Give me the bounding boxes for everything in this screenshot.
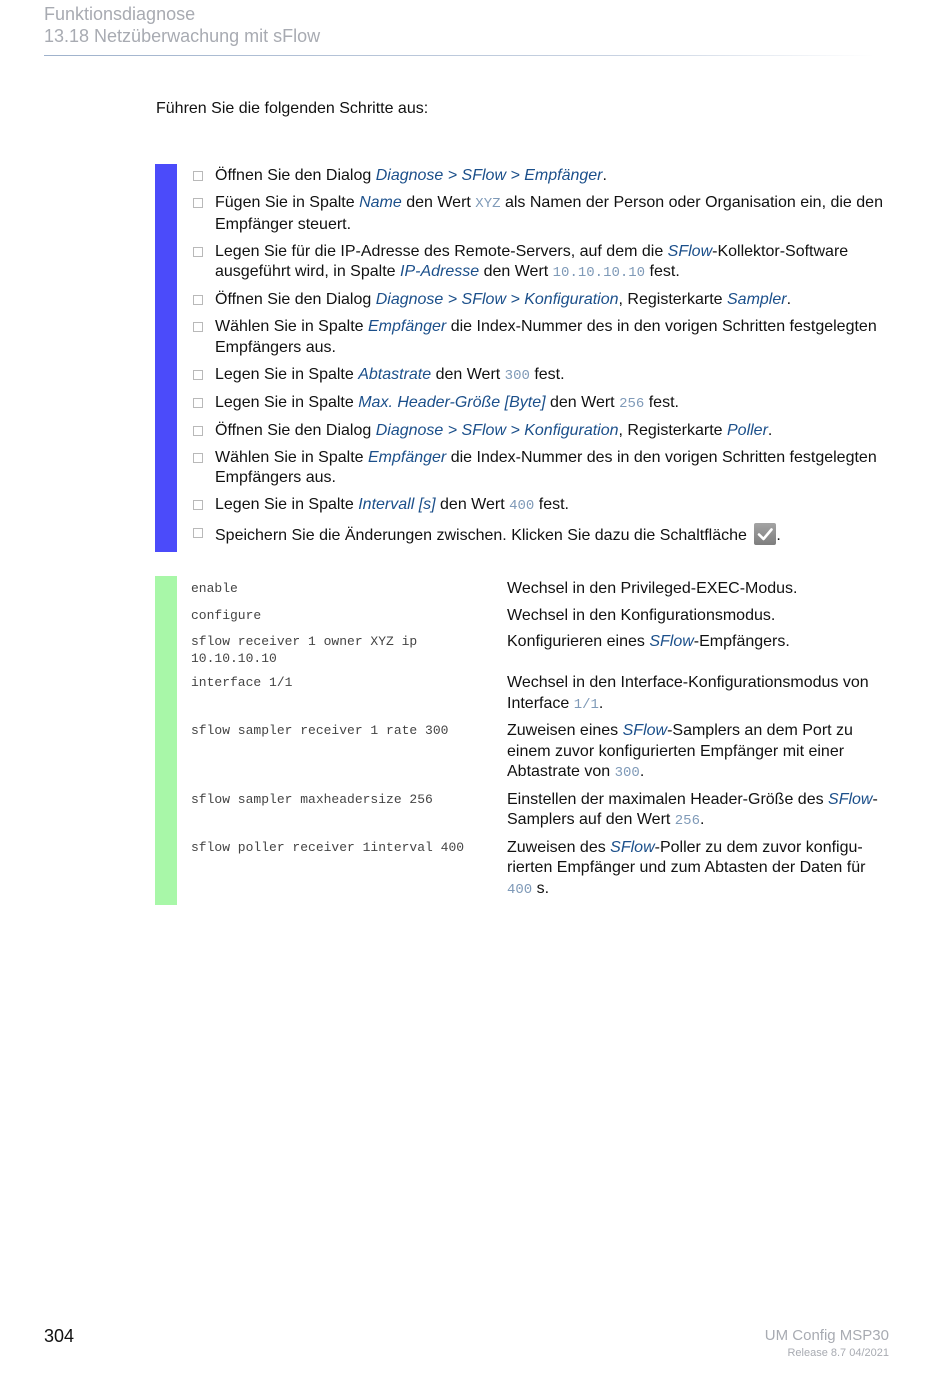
step-text: , Registerkarte [618,291,727,308]
cli-command: enable [191,581,238,596]
cli-row [191,579,891,600]
step-item [192,242,892,284]
step-text: Legen Sie in Spalte [215,496,359,513]
step-list [192,166,892,553]
step-item [192,317,892,358]
step-item [192,421,892,442]
step-text: die Index-Nummer des in den vorigen Schritten festgelegten Empfängers aus. [215,318,877,356]
checkbox-icon[interactable] [193,500,203,510]
description-text: -Samplers an dem Port zu einem zuvor konfigurierten Empfänger mit einer Abtastrate von [507,722,853,780]
checkbox-icon[interactable] [193,370,203,380]
cli-row [191,632,891,667]
step-text: als Namen der Person oder Organisation ein, die den Empfänger steuert. [215,194,883,233]
tab-name: Sampler [727,291,787,308]
step-text: den Wert [545,393,620,411]
step-text: Öffnen Sie den Dialog [215,167,376,184]
step-item [192,393,892,415]
description-text: . [598,694,604,712]
step-text: Speichern Sie die Änderungen zwischen. Klicken Sie dazu die Schaltfläche [215,527,752,544]
intro-text: Führen Sie die folgenden Schritte aus: [156,100,429,117]
tab-name: Poller [727,421,768,439]
value: 256 [674,813,700,829]
step-text: fest. [644,393,679,411]
document-title: UM Config MSP30 [764,1327,889,1344]
description-text: Zuweisen des [507,838,611,856]
cli-description [507,579,891,600]
step-text: den Wert [401,194,476,211]
value: 300 [504,367,530,384]
step-text: Wählen Sie in Spalte [215,318,368,335]
value: 400 [507,881,533,898]
checkbox-icon[interactable] [193,322,203,332]
description-text: -Poller zu dem zuvor konfigurierten Empfänger und zum Abtasten der Daten für [507,838,866,876]
cli-row [191,721,891,784]
column-name: IP-Adresse [400,263,480,280]
step-item [192,166,892,187]
column-name: Abtastrate [358,365,432,383]
value: 10.10.10.10 [552,265,646,281]
cli-row [191,838,891,901]
step-text: . [786,291,792,308]
step-text: fest. [529,365,565,383]
ui-term: SFlow [649,633,694,650]
dialog-path: Diagnose > SFlow > Konfiguration [375,421,619,439]
step-text: die Index-Nummer des in den vorigen Schritten festgelegten Empfängers aus. [215,448,877,486]
step-text: Legen Sie in Spalte [215,365,359,383]
column-name: Empfänger [367,448,447,466]
cli-command: sflow sampler maxheadersize 256 [191,791,433,807]
cli-command: sflow sampler receiver 1 rate 300 [191,723,449,738]
header-rule [44,55,874,56]
cli-marker-bar [155,576,177,905]
step-text: Wählen Sie in Spalte [215,448,368,466]
release-info: Release 8.7 04/2021 [787,1347,889,1359]
column-name: Intervall [s] [358,496,436,513]
description-text: Konfigurieren eines [507,633,650,650]
step-text: fest. [534,496,569,513]
cli-description [507,790,891,832]
page-number: 304 [44,1326,75,1346]
step-item [192,495,892,517]
chapter-title: Funktionsdiagnose [44,4,196,24]
cli-description [507,632,891,667]
checkmark-save-icon [754,523,776,545]
steps-marker-bar [155,164,177,552]
ui-term: SFlow [622,722,668,739]
step-text: -Kollektor-Software ausgeführt wird, in Spalte [215,242,849,280]
step-item [192,448,892,489]
step-item [192,365,892,387]
step-text: Öffnen Sie den Dialog [215,421,376,439]
description-text: Wechsel in den Interface-Konfigurationsmodus von Interface [507,674,869,712]
checkbox-icon[interactable] [193,295,203,305]
dialog-path: Diagnose > SFlow > Empfänger [375,167,603,184]
step-item [192,193,892,235]
description-text: Zuweisen eines [507,722,623,739]
step-text: den Wert [479,263,553,280]
step-text: den Wert [431,365,505,383]
column-name: Max. Header-Größe [Byte] [358,393,546,411]
description-text: -Empfängers. [693,633,790,650]
section-title: 13.18 Netzüberwachung mit sFlow [44,26,321,46]
checkbox-icon[interactable] [193,426,203,436]
description-text: Einstellen der maximalen Header-Größe des [507,790,829,808]
checkbox-icon[interactable] [193,453,203,463]
step-text: fest. [645,263,680,280]
step-item [192,523,892,547]
step-text: . [602,167,607,184]
description-text: s. [532,879,550,897]
value: 400 [509,498,535,514]
column-name: Name [359,194,402,211]
value: XYZ [475,196,501,212]
step-text: Fügen Sie in Spalte [215,194,360,211]
checkbox-icon[interactable] [193,528,203,538]
value: 256 [619,395,645,412]
running-header [44,3,320,47]
checkbox-icon[interactable] [193,198,203,208]
checkbox-icon[interactable] [193,171,203,181]
step-text: , Registerkarte [618,421,727,439]
dialog-path: Diagnose > SFlow > Konfiguration [375,291,619,308]
cli-command: configure [191,607,262,623]
step-text: Legen Sie in Spalte [215,393,359,411]
description-text: -Samplers auf den Wert [507,790,878,828]
description-text: Wechsel in den Privileged-EXEC-Modus. [507,580,798,597]
cli-description [507,721,891,784]
step-text: den Wert [435,496,510,513]
cli-description [507,838,891,901]
step-text: . [767,421,773,439]
ui-term: SFlow [667,242,713,260]
description-text: . [639,763,645,780]
step-text: Legen Sie für die IP-Adresse des Remote-Servers, auf dem die [215,242,668,260]
description-text: . [700,811,705,828]
cli-row [191,673,891,715]
ui-term: SFlow [610,838,655,856]
step-item [192,290,892,311]
cli-command: sflow poller receiver 1interval 400 [191,839,465,855]
step-text: Öffnen Sie den Dialog [215,291,376,308]
step-text: . [776,527,781,544]
column-name: Empfänger [367,318,447,335]
cli-row [191,606,891,627]
cli-description [507,673,891,715]
value: 300 [614,765,640,781]
cli-command: interface 1/1 [191,675,293,690]
description-text: Wechsel in den Konfigurationsmodus. [507,606,776,624]
cli-row [191,790,891,832]
value: 1/1 [573,696,599,713]
cli-description [507,606,891,627]
cli-command-table [191,579,891,906]
checkbox-icon[interactable] [193,247,203,257]
cli-command: sflow receiver 1 owner XYZ ip 10.10.10.10 [191,634,418,666]
ui-term: SFlow [828,790,873,808]
checkbox-icon[interactable] [193,398,203,408]
